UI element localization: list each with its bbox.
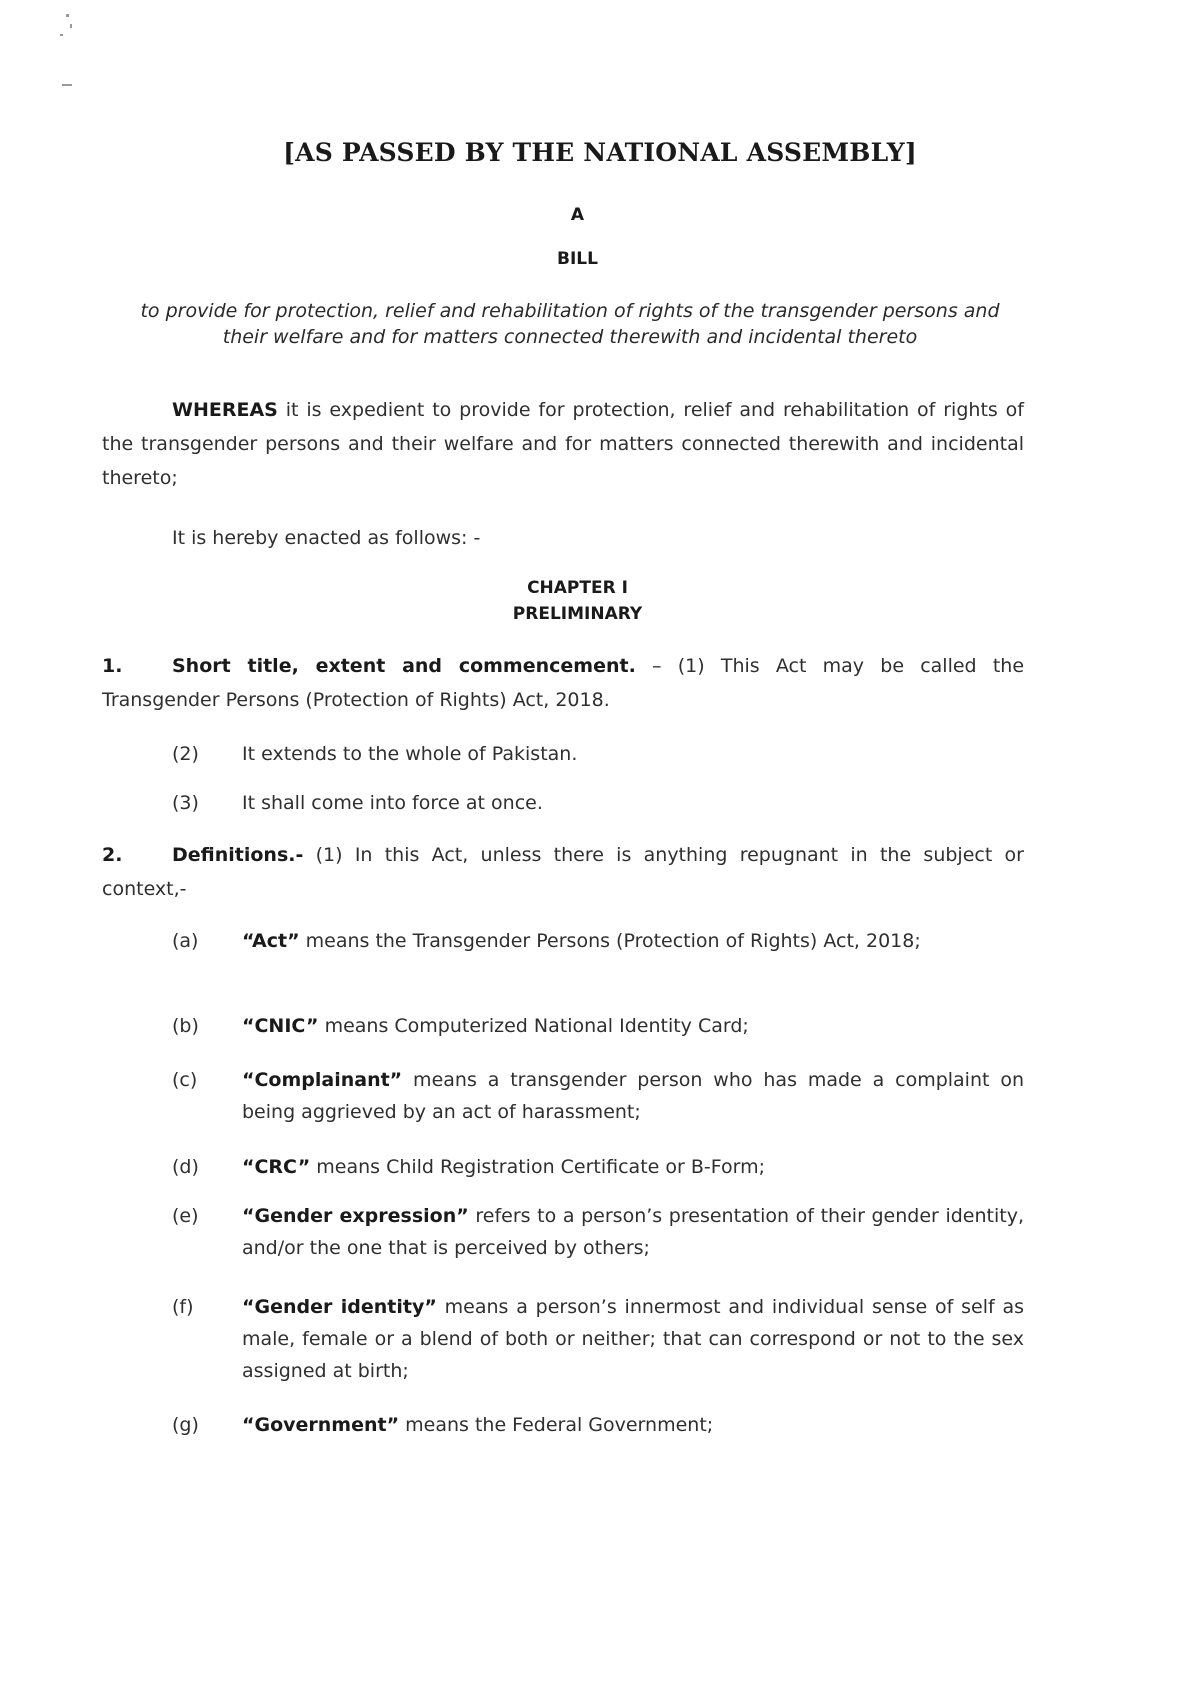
- definition-item: [172, 925, 1024, 957]
- definition-label: (c): [172, 1069, 198, 1091]
- scan-speck: [66, 14, 69, 17]
- preamble: [102, 393, 1024, 495]
- definition-item: [172, 1200, 1024, 1264]
- definition-label: (f): [172, 1296, 194, 1318]
- definition-label: (b): [172, 1015, 199, 1037]
- definition-term: “Gender expression”: [242, 1205, 469, 1227]
- section-2-heading: Definitions.-: [172, 844, 304, 866]
- definition-term: “Act”: [242, 930, 300, 952]
- definition-item: [172, 1010, 1024, 1042]
- definition-term: “Complainant”: [242, 1069, 403, 1091]
- section-2-number: 2.: [102, 844, 123, 866]
- scan-speck: [60, 34, 63, 36]
- sub-text: It extends to the whole of Pakistan.: [242, 743, 578, 765]
- definition-text: means a transgender person who has made a complaint on being aggrieved by an act of harassment;: [242, 1069, 1024, 1123]
- definition-text: means the Transgender Persons (Protection of Rights) Act, 2018;: [299, 930, 921, 952]
- section-1-sub-3: [172, 786, 1024, 820]
- preamble-text: it is expedient to provide for protection, relief and rehabilitation of rights of the transgender persons and their welfare and for matters connected therewith and incidental thereto;: [102, 399, 1024, 489]
- assembly-header: [AS PASSED BY THE NATIONAL ASSEMBLY]: [283, 138, 917, 167]
- definition-term: “Gender identity”: [242, 1296, 437, 1318]
- definition-text: means Computerized National Identity Card;: [318, 1015, 749, 1037]
- definition-term: “Government”: [242, 1414, 400, 1436]
- definition-text: means Child Registration Certificate or B-Form;: [310, 1156, 766, 1178]
- definition-term: “CRC”: [242, 1156, 311, 1178]
- definition-item: [172, 1409, 1024, 1441]
- chapter-number: CHAPTER I: [527, 578, 628, 598]
- sub-label: (3): [172, 792, 199, 814]
- section-1-text: – (1) This Act may be called the Transgender Persons (Protection of Rights) Act, 2018.: [102, 655, 1025, 711]
- section-1-heading: Short title, extent and commencement.: [172, 655, 636, 677]
- sub-label: (2): [172, 743, 199, 765]
- bill-article: A: [570, 205, 585, 225]
- definition-text: means the Federal Government;: [399, 1414, 714, 1436]
- definition-item: [172, 1151, 1024, 1183]
- section-2: [102, 838, 1024, 906]
- bill-long-title: to provide for protection, relief and rehabilitation of rights of the transgender persons and their welfare and for matters connected therewith and incidental thereto: [140, 300, 1000, 348]
- scan-speck: [62, 84, 72, 86]
- sub-text: It shall come into force at once.: [242, 792, 543, 814]
- definition-text: means a person’s innermost and individual sense of self as male, female or a blend of both or neither; that can correspond or not to the sex assigned at birth;: [242, 1296, 1025, 1382]
- section-2-text: (1) In this Act, unless there is anything repugnant in the subject or context,-: [102, 844, 1024, 900]
- chapter-title: PRELIMINARY: [512, 604, 643, 624]
- definition-label: (g): [172, 1414, 199, 1436]
- preamble-lead: WHEREAS: [172, 399, 278, 421]
- definition-label: (e): [172, 1205, 199, 1227]
- section-1: [102, 649, 1024, 717]
- definition-label: (a): [172, 930, 199, 952]
- enactment-clause: It is hereby enacted as follows: -: [172, 527, 481, 549]
- definition-item: [172, 1291, 1024, 1387]
- definition-term: “CNIC”: [242, 1015, 319, 1037]
- bill-label: BILL: [557, 249, 598, 269]
- definition-label: (d): [172, 1156, 199, 1178]
- definition-item: [172, 1064, 1024, 1128]
- scan-speck: [70, 24, 72, 28]
- section-1-sub-2: [172, 737, 1024, 771]
- section-1-number: 1.: [102, 655, 123, 677]
- definition-text: refers to a person’s presentation of their gender identity, and/or the one that is perceived by others;: [242, 1205, 1024, 1259]
